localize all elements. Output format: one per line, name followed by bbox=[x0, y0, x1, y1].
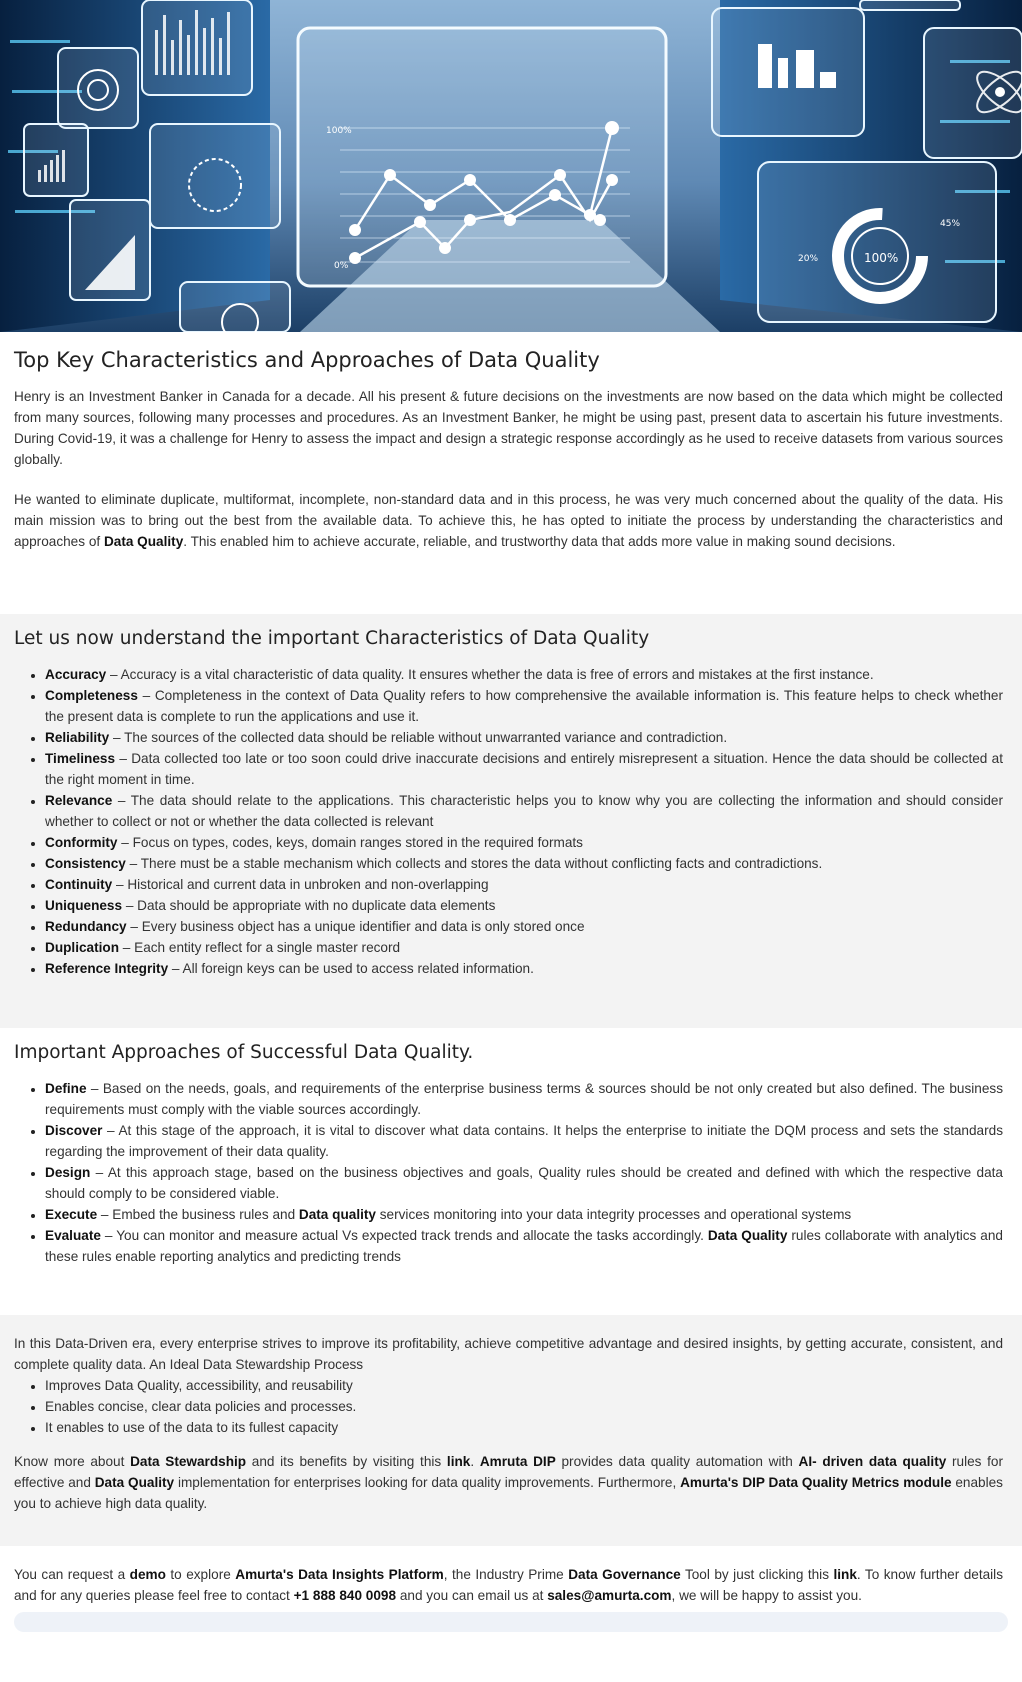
characteristic-item bbox=[45, 874, 1003, 895]
characteristic-text: – Each entity reflect for a single master record bbox=[119, 940, 401, 955]
approach-text: – You can monitor and measure actual Vs expected track trends and allocate the tasks accordingly. bbox=[100, 1228, 708, 1243]
characteristic-item bbox=[45, 790, 1003, 832]
hero-ring-label: 100% bbox=[864, 251, 899, 265]
hero-label-45: 45% bbox=[940, 219, 961, 229]
characteristic-term: Timeliness bbox=[45, 751, 116, 766]
characteristic-term: Reliability bbox=[45, 730, 110, 745]
cta-paragraph bbox=[14, 1564, 1003, 1606]
characteristic-term: Completeness bbox=[45, 688, 138, 703]
characteristics-heading: Let us now understand the important Characteristics of Data Quality bbox=[14, 628, 650, 649]
data-stewardship-bold: Data Stewardship bbox=[130, 1454, 247, 1469]
page-title: Top Key Characteristics and Approaches of Data Quality bbox=[14, 348, 600, 372]
dip-metrics-bold: Amurta's DIP Data Quality Metrics module bbox=[680, 1475, 952, 1490]
characteristic-term: Uniqueness bbox=[45, 898, 123, 913]
approach-text: – Based on the needs, goals, and requirements of the enterprise business terms & sources should be not only created but also defined. The business requirements must comply with the viable sources accordingly. bbox=[45, 1081, 1003, 1117]
approach-text: – Embed the business rules and bbox=[97, 1207, 299, 1222]
approach-bold: Data Quality bbox=[707, 1228, 788, 1243]
km-text: implementation for enterprises looking for data quality improvements. Furthermore, bbox=[174, 1475, 681, 1490]
characteristic-item bbox=[45, 832, 1003, 853]
characteristic-term: Reference Integrity bbox=[45, 961, 169, 976]
characteristic-item bbox=[45, 727, 1003, 748]
hero-label-20: 20% bbox=[798, 254, 819, 264]
km-text: . bbox=[470, 1454, 480, 1469]
approach-item-design bbox=[45, 1162, 1003, 1204]
approach-text: rules collaborate with analytics and these rules enable reporting analytics and predicting trends bbox=[45, 1228, 1003, 1264]
km-text: rules for effective and bbox=[14, 1454, 1004, 1490]
cta-text: . To know further details and for any queries please feel free to contact bbox=[14, 1567, 1003, 1603]
approaches-list bbox=[14, 1078, 1003, 1267]
approach-term: Define bbox=[45, 1081, 87, 1096]
characteristic-item bbox=[45, 853, 1003, 874]
approach-item-discover bbox=[45, 1120, 1003, 1162]
data-quality-bold: Data Quality bbox=[94, 1475, 175, 1490]
stewardship-link[interactable]: link bbox=[446, 1454, 471, 1469]
characteristic-item bbox=[45, 664, 1003, 685]
approach-term: Design bbox=[45, 1165, 91, 1180]
stewardship-item: • It enables to use of the data to its fullest capacity bbox=[45, 1417, 1003, 1438]
intro-section bbox=[0, 332, 1022, 614]
cta-text: and you can email us at bbox=[396, 1588, 548, 1603]
email-link[interactable]: sales@amurta.com bbox=[547, 1588, 672, 1603]
characteristic-text: – The sources of the collected data should be reliable without unwarranted variance and contradiction. bbox=[109, 730, 728, 745]
approach-item-evaluate bbox=[45, 1225, 1003, 1267]
hero-label-100: 100% bbox=[326, 126, 352, 136]
approaches-heading: Important Approaches of Successful Data Quality. bbox=[14, 1042, 474, 1063]
cta-text: You can request a bbox=[14, 1567, 130, 1582]
characteristic-item bbox=[45, 685, 1003, 727]
stewardship-section bbox=[0, 1315, 1022, 1546]
stewardship-list bbox=[14, 1375, 1003, 1438]
intro-paragraph-2 bbox=[14, 489, 1003, 552]
footer-card bbox=[14, 1612, 1008, 1632]
characteristic-item bbox=[45, 916, 1003, 937]
characteristic-term: Accuracy bbox=[45, 667, 107, 682]
approach-item-execute bbox=[45, 1204, 1003, 1225]
intro-p2-text: He wanted to eliminate duplicate, multiformat, incomplete, non-standard data and in this process, he was very much concerned about the quality of the data. His main mission was to bring out the best from the available data. To achieve this, he has opted to initiate the process by understanding the characteristics and approaches of bbox=[14, 492, 1003, 549]
characteristic-item bbox=[45, 748, 1003, 790]
cta-text: , the Industry Prime bbox=[443, 1567, 569, 1582]
approach-bold: Data quality bbox=[298, 1207, 376, 1222]
demo-link[interactable]: demo bbox=[129, 1567, 166, 1582]
stewardship-intro: In this Data-Driven era, every enterprise strives to improve its profitability, achieve competitive advantage and desired insights, by getting accurate, consistent, and complete quality data. An Ideal Data Stewardship Process bbox=[14, 1336, 1003, 1372]
characteristic-term: Continuity bbox=[45, 877, 113, 892]
characteristic-text: – The data should relate to the applications. This characteristic helps you to know why you are collecting the information and should consider whether to collect or not or whether the data collected is relevant bbox=[45, 793, 1003, 829]
approach-term: Execute bbox=[45, 1207, 98, 1222]
characteristic-text: – Every business object has a unique identifier and data is only stored once bbox=[126, 919, 585, 934]
intro-p2-text-end: . This enabled him to achieve accurate, reliable, and trustworthy data that adds more value in making sound decisions. bbox=[183, 534, 896, 549]
approach-term: Evaluate bbox=[45, 1228, 101, 1243]
characteristic-term: Conformity bbox=[45, 835, 118, 850]
approaches-section bbox=[0, 1028, 1022, 1315]
amruta-dip-bold: Amruta DIP bbox=[479, 1454, 556, 1469]
km-text: and its benefits by visiting this bbox=[246, 1454, 447, 1469]
approach-term: Discover bbox=[45, 1123, 103, 1138]
platform-name: Amurta's Data Insights Platform bbox=[235, 1567, 444, 1582]
km-text: Know more about bbox=[14, 1454, 131, 1469]
data-governance-bold: Data Governance bbox=[568, 1567, 681, 1582]
characteristic-text: – Historical and current data in unbroken and non-overlapping bbox=[112, 877, 489, 892]
phone-number[interactable]: +1 888 840 0098 bbox=[293, 1588, 397, 1603]
approach-text: – At this approach stage, based on the business objectives and goals, Quality rules should be created and defined with which the respective data should comply to be considered viable. bbox=[45, 1165, 1003, 1201]
know-more-paragraph bbox=[14, 1451, 1003, 1514]
characteristic-text: – Focus on types, codes, keys, domain ranges stored in the required formats bbox=[117, 835, 583, 850]
approach-item-define bbox=[45, 1078, 1003, 1120]
approach-text: services monitoring into your data integrity processes and operational systems bbox=[375, 1207, 852, 1222]
km-text: provides data quality automation with bbox=[555, 1454, 799, 1469]
characteristic-item bbox=[45, 937, 1003, 958]
ai-driven-bold: AI- driven data quality bbox=[798, 1454, 947, 1469]
characteristic-term: Duplication bbox=[45, 940, 120, 955]
characteristic-item bbox=[45, 958, 1003, 979]
characteristic-text: – Completeness in the context of Data Quality refers to how comprehensive the available information is. This feature helps to check whether the present data is complete to run the applications and use it. bbox=[45, 688, 1003, 724]
characteristic-text: – Data should be appropriate with no duplicate data elements bbox=[122, 898, 496, 913]
characteristic-item bbox=[45, 895, 1003, 916]
cta-text: to explore bbox=[165, 1567, 236, 1582]
intro-p2-bold: Data Quality bbox=[103, 534, 184, 549]
characteristic-text: – Accuracy is a vital characteristic of data quality. It ensures whether the data is free of errors and mistakes at the first instance. bbox=[106, 667, 874, 682]
stewardship-item: • Enables concise, clear data policies and processes. bbox=[45, 1396, 1003, 1417]
hero-label-0: 0% bbox=[334, 261, 349, 271]
characteristic-term: Redundancy bbox=[45, 919, 127, 934]
hero-illustration bbox=[0, 0, 1022, 332]
hero-image bbox=[0, 0, 1022, 332]
characteristic-text: – There must be a stable mechanism which collects and stores the data without conflicting facts and contradictions. bbox=[125, 856, 823, 871]
cta-text: Tool by just clicking this bbox=[680, 1567, 834, 1582]
characteristic-term: Consistency bbox=[45, 856, 126, 871]
km-text: enables you to achieve high data quality. bbox=[14, 1475, 1003, 1511]
cta-link[interactable]: link bbox=[833, 1567, 857, 1582]
characteristic-text: – All foreign keys can be used to access related information. bbox=[168, 961, 534, 976]
characteristics-list bbox=[14, 664, 1003, 979]
approach-text: – At this stage of the approach, it is vital to discover what data contains. It helps the enterprise to initiate the DQM process and sets the standards regarding the improvement of their data quality. bbox=[45, 1123, 1003, 1159]
characteristics-section bbox=[0, 614, 1022, 1028]
stewardship-item: • Improves Data Quality, accessibility, and reusability bbox=[45, 1375, 1003, 1396]
cta-text: , we will be happy to assist you. bbox=[671, 1588, 862, 1603]
characteristic-term: Relevance bbox=[45, 793, 113, 808]
intro-paragraph-1: Henry is an Investment Banker in Canada for a decade. All his present & future decisions on the investments are now based on the data which might be collected from many sources, following many processes and procedures. As an Investment Banker, he might be using past, present data to ascertain his future investments. During Covid-19, it was a challenge for Henry to assess the impact and design a strategic response accordingly as he used to receive datasets from various sources globally. bbox=[14, 389, 1003, 467]
characteristic-text: – Data collected too late or too soon could drive inaccurate decisions and entirely misrepresent a situation. Hence the data should be collected at the right moment in time. bbox=[45, 751, 1003, 787]
